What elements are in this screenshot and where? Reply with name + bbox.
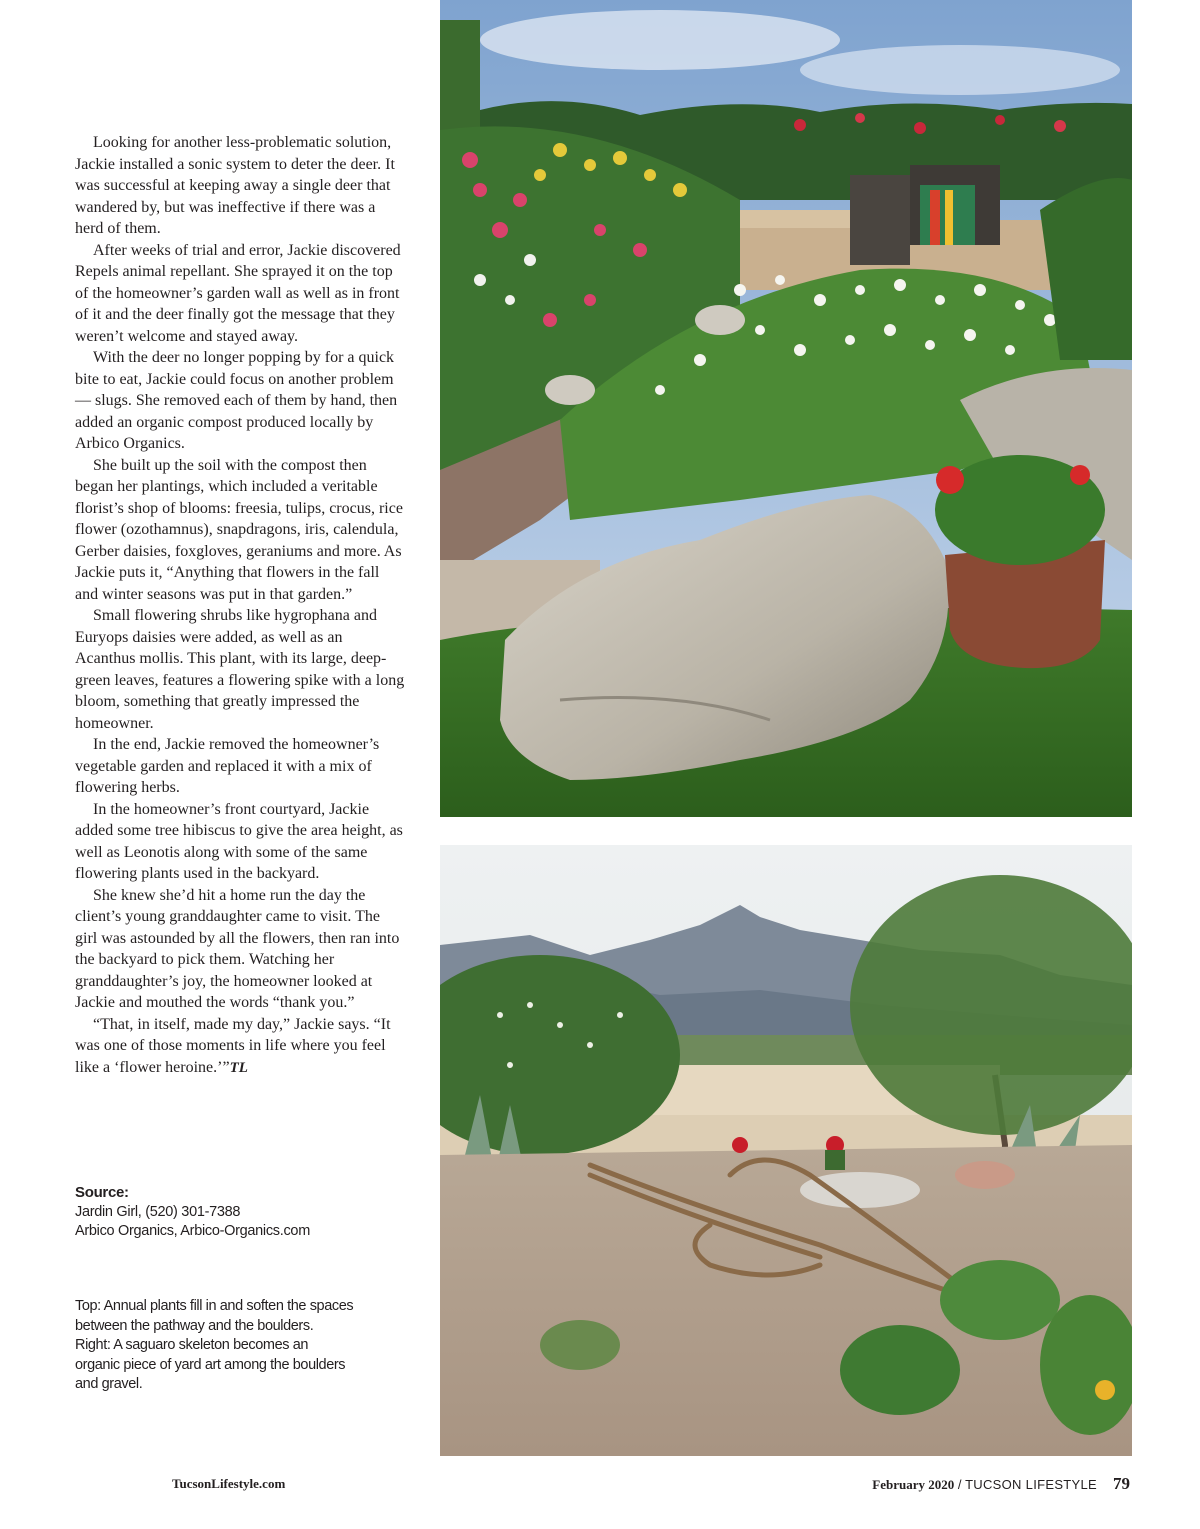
saguaro-skeleton-photo <box>440 845 1132 1456</box>
article-paragraph: Looking for another less-problematic solution, Jackie installed a sonic system to deter the deer. It was successful at keeping away a single deer that wandered by, but was ineffective if there was a herd of them. <box>75 134 395 237</box>
garden-boulder-photo <box>440 0 1132 817</box>
saguaro-skeleton-illustration <box>440 845 1132 1456</box>
article-paragraph: With the deer no longer popping by for a quick bite to eat, Jackie could focus on another problem — slugs. She removed each of them by hand, then added an organic compost produced locally by Arbico Organics. <box>75 349 398 452</box>
end-mark: TL <box>229 1059 248 1076</box>
footer-separator: / <box>954 1477 966 1492</box>
article-paragraph: Small flowering shrubs like hygrophana and Euryops daisies were added, as well as an Acanthus mollis. This plant, with its large, deep-green leaves, features a flowering spike with a long bloom, something that greatly impressed the homeowner. <box>75 607 405 732</box>
article-paragraph: She knew she’d hit a home run the day the client’s young granddaughter came to visit. The girl was astounded by all the flowers, then ran into the backyard to pick them. Watching her granddaughter’s joy, the homeowner looked at Jackie and mouthed the words “thank you.” <box>75 886 400 1011</box>
caption-line: Top: Annual plants fill in and soften the spaces <box>75 1298 354 1314</box>
article-paragraph: In the homeowner’s front courtyard, Jackie added some tree hibiscus to give the area height, as well as Leonotis along with some of the same flowering plants used in the backyard. <box>75 800 403 882</box>
footer-website: TucsonLifestyle.com <box>172 1476 286 1491</box>
footer-folio <box>872 1474 1130 1494</box>
caption-line: and gravel. <box>75 1376 143 1392</box>
source-block <box>75 1183 405 1242</box>
garden-boulder-illustration <box>440 0 1132 817</box>
article-paragraph: She built up the soil with the compost then began her plantings, which included a veritable florist’s shop of blooms: freesia, tulips, crocus, rice flower (ozothamnus), snapdragons, iris, calendula, Gerber daisies, foxgloves, geraniums and more. As Jackie puts it, “Anything that flowers in the fall and winter seasons was put in that garden.” <box>75 456 403 603</box>
article-last-paragraph <box>75 1014 405 1080</box>
caption-line: between the pathway and the boulders. <box>75 1317 314 1334</box>
article-body <box>75 132 405 1079</box>
caption-line: organic piece of yard art among the boulders <box>75 1356 346 1373</box>
photo-caption <box>75 1297 405 1395</box>
footer-magazine: TUCSON LIFESTYLE <box>965 1477 1097 1492</box>
page-number: 79 <box>1113 1474 1130 1493</box>
article-paragraph: In the end, Jackie removed the homeowner’s vegetable garden and replaced it with a mix of flowering herbs. <box>75 736 380 796</box>
source-heading: Source: <box>75 1184 129 1201</box>
article-paragraph: After weeks of trial and error, Jackie discovered Repels animal repellant. She sprayed it on the top of the homeowner’s garden wall as well as in front of it and the deer finally got the message that they weren’t welcome and stayed away. <box>75 241 401 345</box>
source-line: Arbico Organics, Arbico-Organics.com <box>75 1223 310 1239</box>
footer-date: February 2020 <box>872 1477 955 1492</box>
article-paragraph-text: “That, in itself, made my day,” Jackie says. “It was one of those moments in life where you feel like a ‘flower heroine.’” <box>75 1015 391 1076</box>
caption-line: Right: A saguaro skeleton becomes an <box>75 1337 309 1353</box>
source-line: Jardin Girl, (520) 301-7388 <box>75 1203 241 1220</box>
